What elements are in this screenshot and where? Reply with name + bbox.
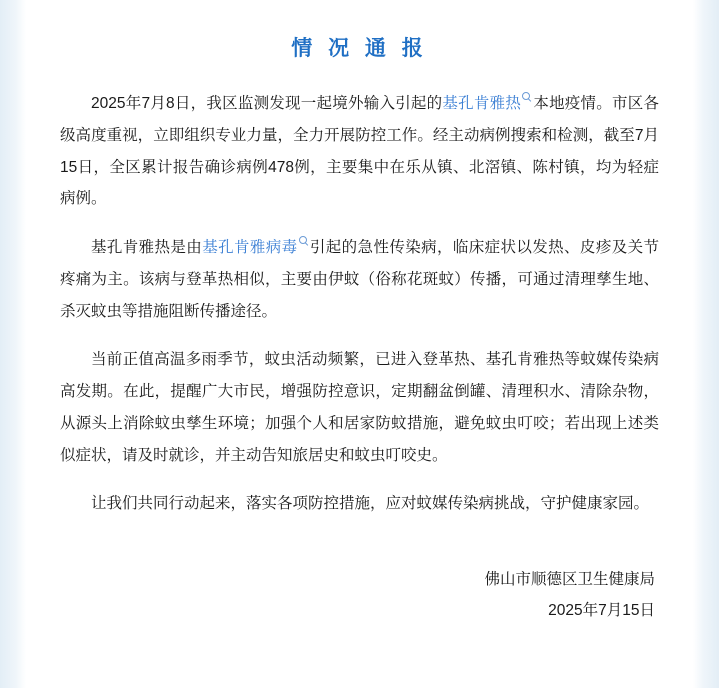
page-right-edge-band (693, 0, 719, 688)
signature-block (60, 564, 659, 626)
link-chikungunya-virus[interactable]: 基孔肯雅病毒 (202, 239, 298, 257)
link-chikungunya-fever[interactable]: 基孔肯雅热 (442, 95, 522, 112)
signature-issuer: 佛山市顺德区卫生健康局 (484, 571, 655, 589)
signature-date: 2025年7月15日 (548, 602, 655, 620)
paragraph-1 (60, 88, 659, 215)
paragraph-1-text-a: 2025年7月8日，我区监测发现一起境外输入引起的 (91, 95, 443, 112)
paragraph-1-text-b: 本地疫情。市区各级高度重视，立即组织专业力量，全力开展防控工作。经主动病例搜索和检测，截至7月15日，全区累计报告确诊病例478例，主要集中在乐从镇、北滘镇、陈村镇，均为轻症病例。 (60, 95, 659, 208)
page-left-edge-band (0, 0, 26, 688)
page-title: 情 况 通 报 (291, 37, 428, 60)
paragraph-2-text-b: 引起的急性传染病，临床症状以发热、皮疹及关节疼痛为主。该病与登革热相似，主要由伊蚊（俗称花斑蚊）传播，可通过清理孳生地、杀灭蚊虫等措施阻断传播途径。 (60, 239, 659, 320)
search-icon[interactable] (299, 235, 310, 246)
paragraph-3: 当前正值高温多雨季节，蚊虫活动频繁，已进入登革热、基孔肯雅热等蚊媒传染病高发期。在此，提醒广大市民，增强防控意识，定期翻盆倒罐、清理积水、清除杂物，从源头上消除蚊虫孳生环境；加强个人和居家防蚊措施，避免蚊虫叮咬；若出现上述类似症状，请及时就诊，并主动告知旅居史和蚊虫叮咬史。 (60, 351, 659, 464)
search-icon[interactable] (522, 91, 533, 102)
paragraph-2-text-a: 基孔肯雅热是由 (91, 239, 203, 257)
paragraph-2 (60, 232, 659, 327)
paragraph-4: 让我们共同行动起来，落实各项防控措施，应对蚊媒传染病挑战，守护健康家园。 (91, 495, 650, 513)
document-body (26, 0, 693, 688)
